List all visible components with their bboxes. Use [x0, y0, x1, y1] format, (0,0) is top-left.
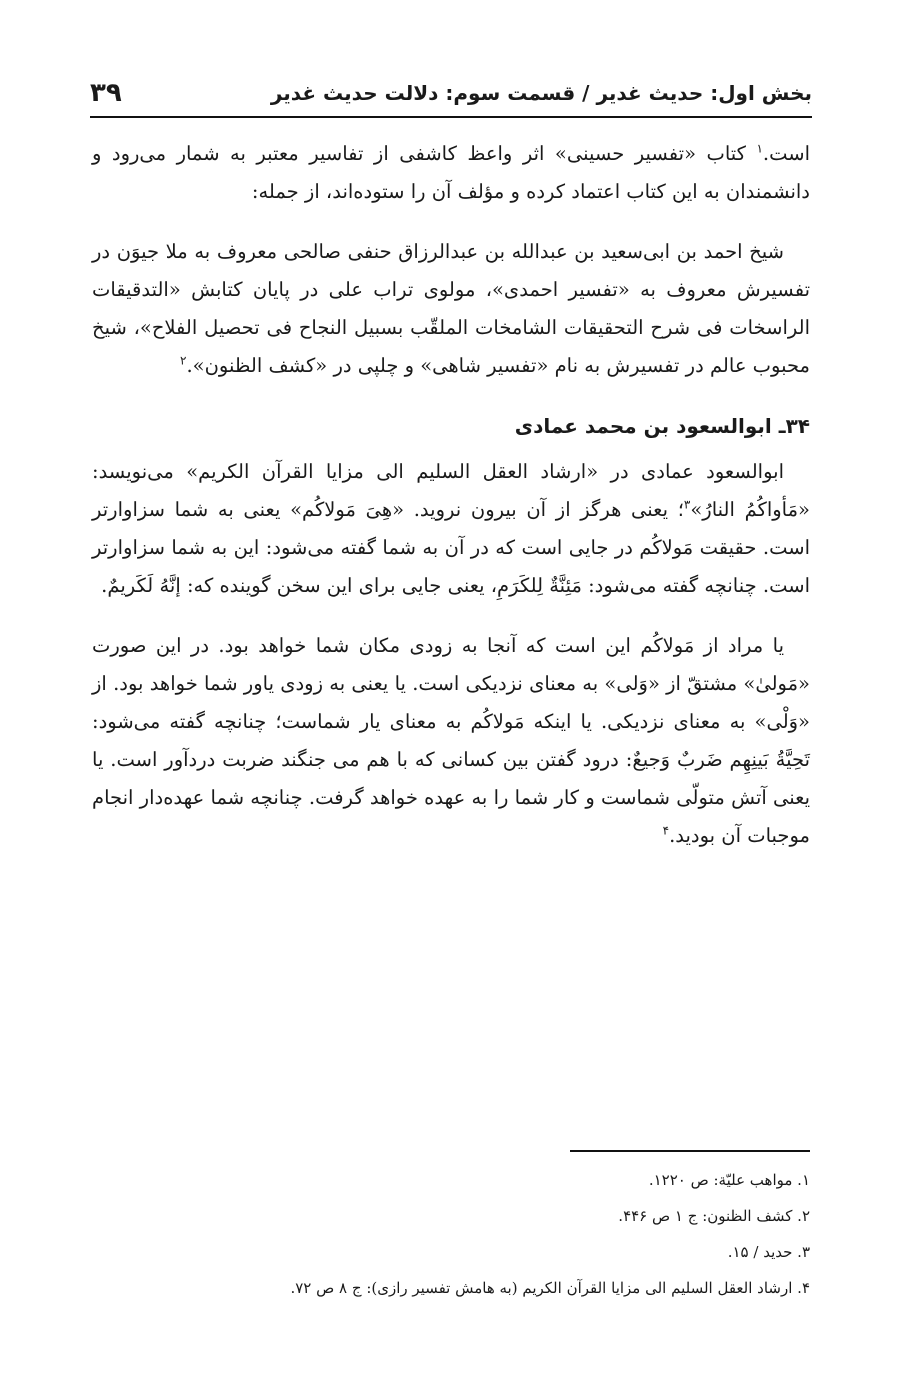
footnote-1: ۱. مواهب علیّة: ص ۱۲۲۰. [648, 1171, 810, 1189]
paragraph-1 [92, 135, 810, 211]
paragraph-2 [92, 233, 810, 385]
footnote-4: ۴. ارشاد العقل السلیم الی مزایا القرآن الکریم (به هامش تفسیر رازی): ج ۸ ص ۷۲. [290, 1279, 810, 1297]
paragraph-text: یا مراد از مَولاکُم این است که آنجا به زودی مکان شما خواهد بود. در این صورت «مَولیٰ» مشتقّ از «وَلی» به معنای نزدیکی است. یا یعنی به زودی یاور شما خواهد بود. از «وَلْی» به معنای نزدیکی. یا اینکه مَولاکُم به معنای یار شماست؛ چنانچه گفته می‌شود: تَحِیَّةُ بَینِهِم ضَربٌ وَجیعٌ: درود گفتن بین کسانی که با هم می جنگند ضربت دردآور است. یا یعنی آتش متولّی شماست و کار شما را به عهده خواهد گرفت. چنانچه شما عهده‌دار انجام موجبات آن بودید. [92, 634, 810, 847]
footnote-ref[interactable]: ۱ [756, 141, 763, 156]
running-title: بخش اول: حدیث غدیر / قسمت سوم: دلالت حدیث غدیر [270, 81, 812, 105]
section-heading: ۳۴ـ ابوالسعود بن محمد عمادی [514, 414, 810, 438]
footnote-ref[interactable]: ۳ [683, 497, 691, 512]
footnotes [92, 1162, 810, 1306]
paragraph-4 [92, 627, 810, 855]
footnote-2: ۲. کشف الظنون: ج ۱ ص ۴۴۶. [618, 1207, 810, 1225]
page-body [92, 135, 810, 877]
paragraph-text: کتاب «تفسیر حسینی» اثر واعظ کاشفی از تفاسیر معتبر به شمار می‌رود و دانشمندان به این کتاب اعتماد کرده و مؤلف آن را ستوده‌اند، از جمله: [92, 142, 810, 203]
page-header [90, 70, 812, 118]
paragraph-text: شیخ احمد بن ابی‌سعید بن عبدالله بن عبدالرزاق حنفی صالحی معروف به ملا جیوَن در تفسیرش معروف به «تفسیر احمدی»، مولوی تراب علی در پایان کتابش «التدقیقات الراسخات فی شرح التحقیقات الشامخات الملقّب بسبیل النجاح فی تحصیل الفلاح»، شیخ محبوب عالم در تفسیرش به نام «تفسیر شاهی» و چلپی در «کشف الظنون». [92, 240, 810, 377]
page-number: ۳۹ [90, 78, 122, 108]
paragraph-3 [92, 453, 810, 605]
footnote-ref[interactable]: ۴ [662, 823, 670, 838]
footnote-ref[interactable]: ۲ [180, 353, 187, 368]
paragraph-text: است. [762, 142, 810, 165]
footnote-divider [570, 1150, 810, 1152]
paragraph-text: ؛ یعنی هرگز از آن بیرون نروید. «هِیَ مَولاکُم» یعنی به شما سزاوارتر است. حقیقت مَولاکُم در جایی است که در آن به شما گفته می‌شود: این به شما سزاوارتر است. چنانچه گفته می‌شود: مَئِنَّةٌ لِلکَرَمِ، یعنی جایی برای این سخن گوینده که: إنَّهُ لَکَریمٌ. [92, 498, 810, 597]
paragraph-text: ابوالسعود عمادی در «ارشاد العقل السلیم الی مزایا القرآن الکریم» می‌نویسد: «مَأواکُمُ النارُ» [92, 460, 810, 521]
footnote-3: ۳. حدید / ۱۵. [727, 1243, 810, 1261]
